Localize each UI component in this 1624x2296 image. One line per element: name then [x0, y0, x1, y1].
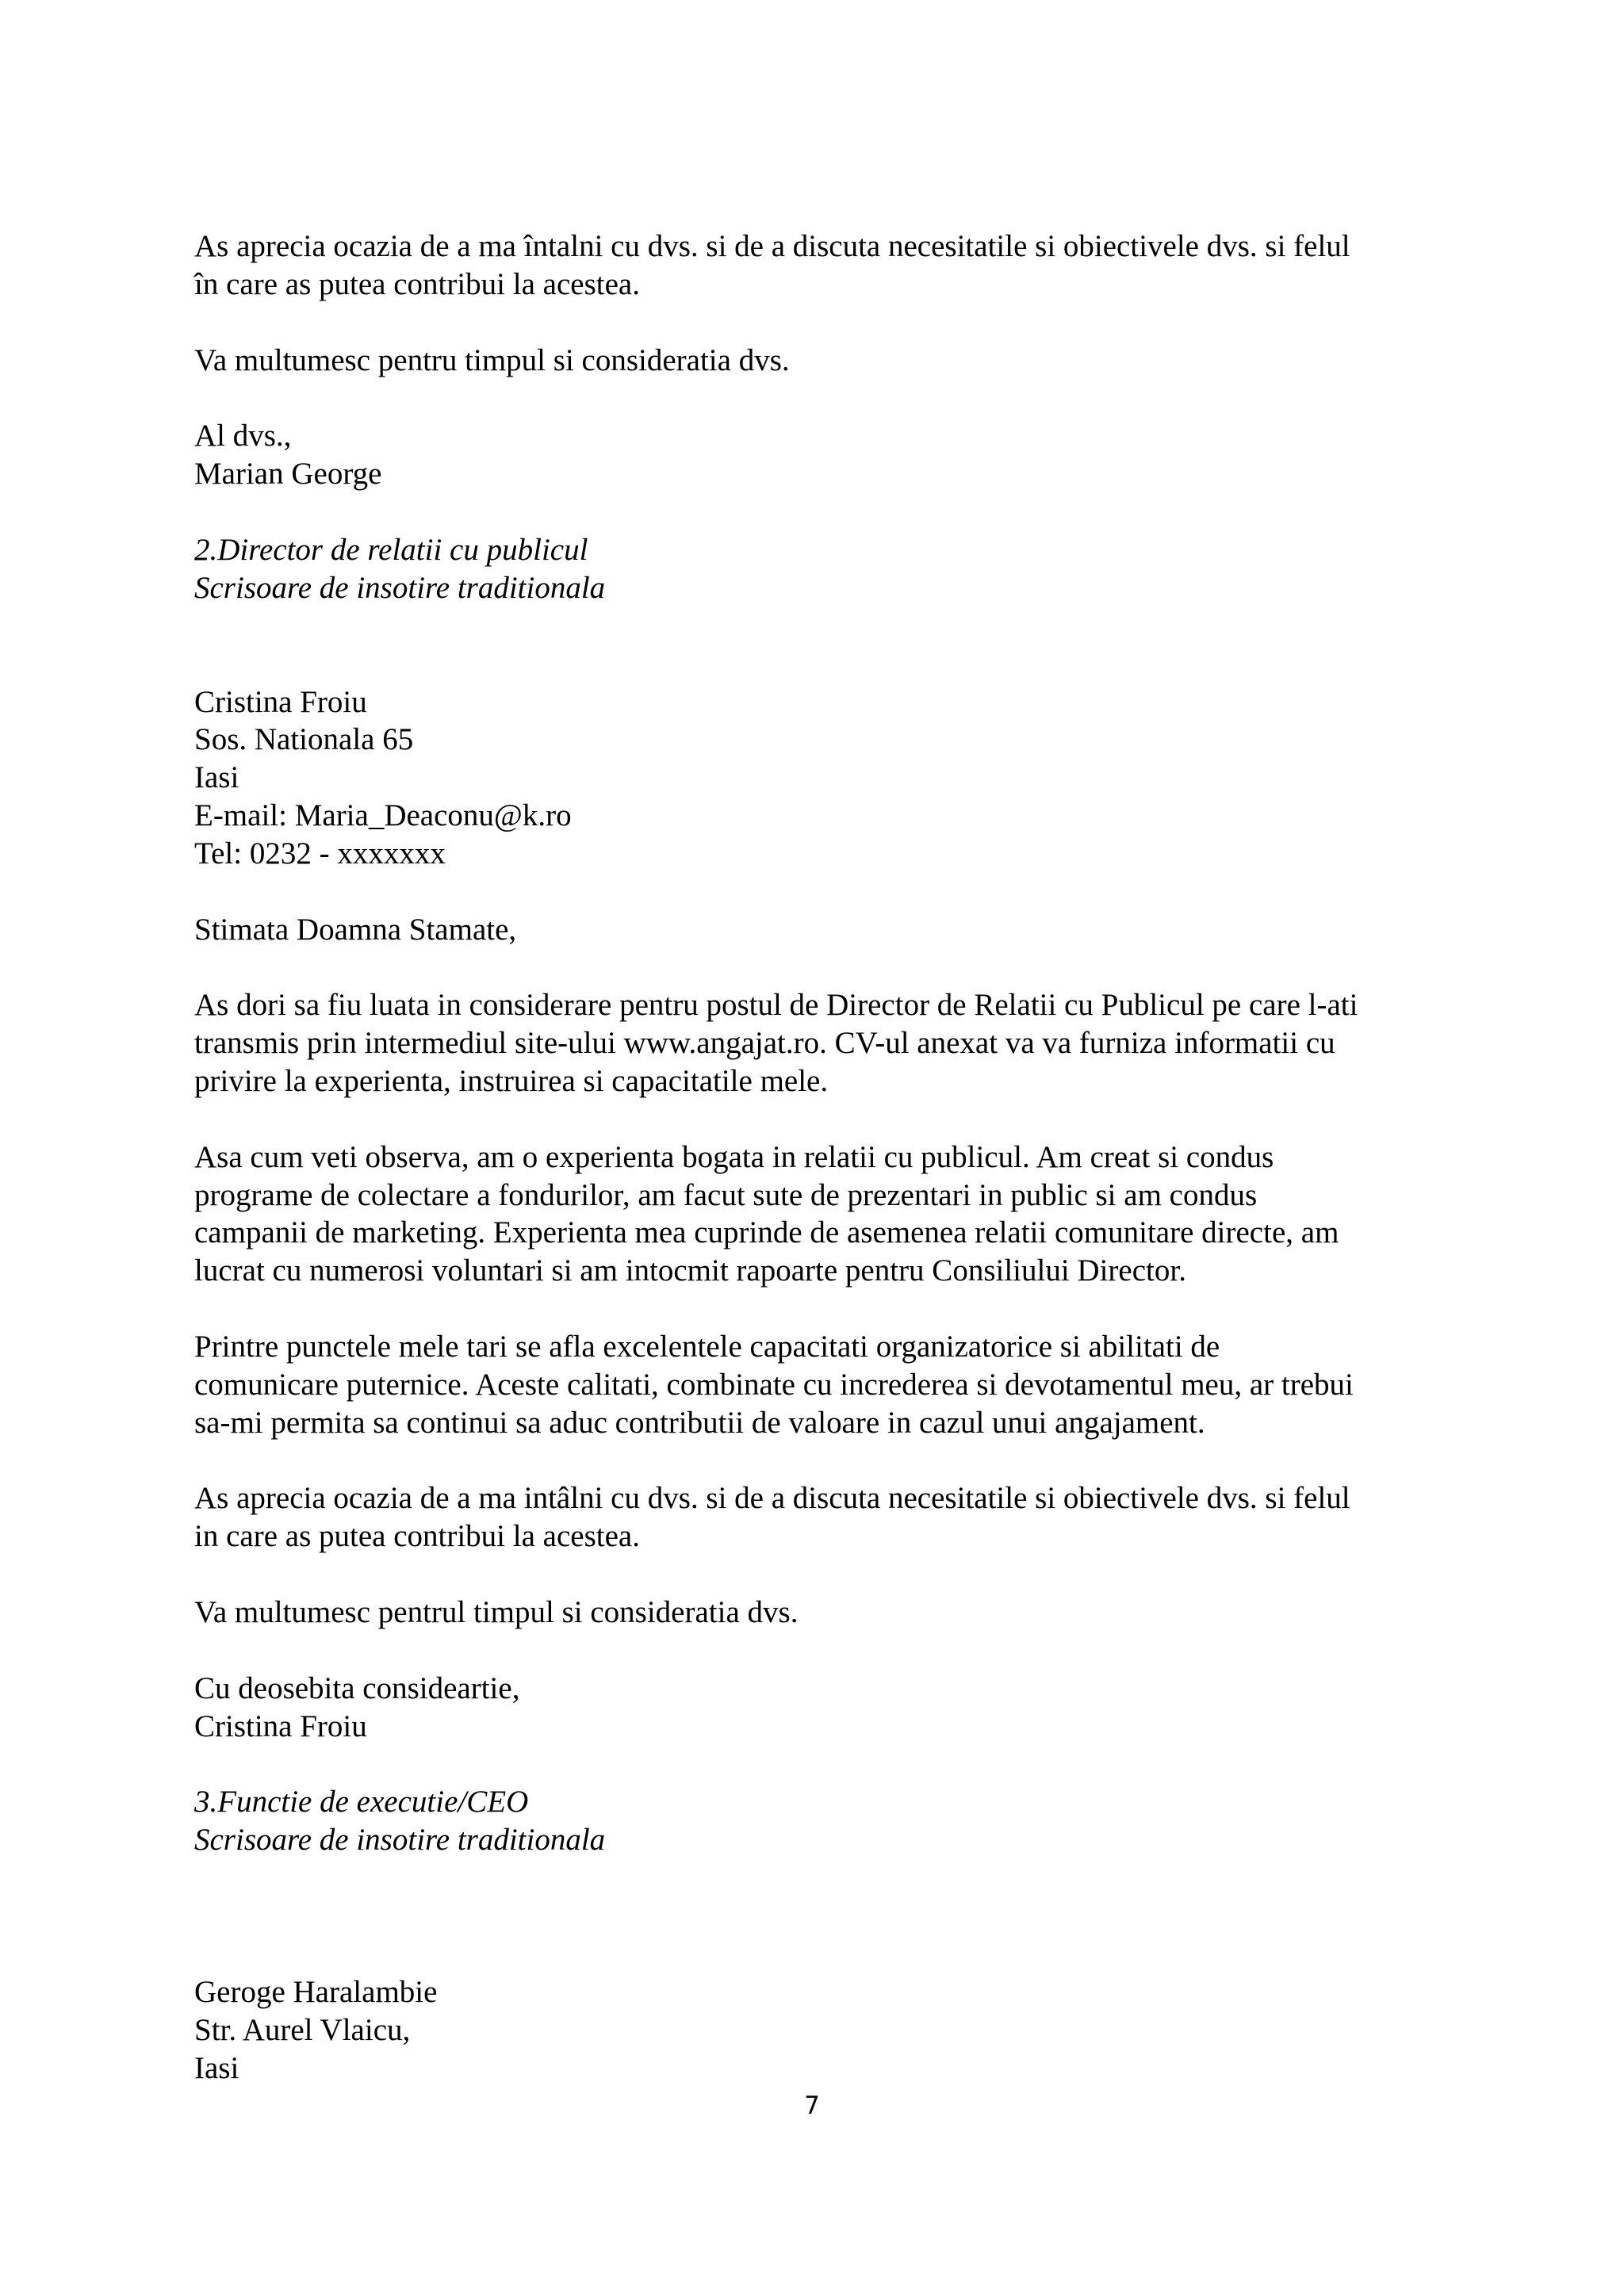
- text-line: Va multumesc pentrul timpul si consideratia dvs.: [194, 1594, 799, 1629]
- text-line: Asa cum veti observa, am o experienta bogata in relatii cu publicul. Am creat si condus: [194, 1139, 1274, 1174]
- letter3-sender-address: [194, 1973, 1447, 2087]
- text-line: Va multumesc pentru timpul si consideratia dvs.: [194, 342, 790, 377]
- sign-off: Cu deosebita consideartie,: [194, 1670, 520, 1705]
- section3-heading-block: [194, 1783, 1447, 1859]
- section-subheading: Scrisoare de insotire traditionala: [194, 1823, 606, 1858]
- text-line: As dori sa fiu luata in considerare pentru postul de Director de Relatii cu Publicul pe care l-ati: [194, 988, 1358, 1023]
- sender-email: E-mail: Maria_Deaconu@k.ro: [194, 798, 572, 832]
- text-line: privire la experienta, instruirea si capacitatile mele.: [194, 1063, 829, 1098]
- text-line: in care as putea contribui la acestea.: [194, 1519, 640, 1554]
- sender-street: Sos. Nationala 65: [194, 722, 414, 757]
- text-line: în care as putea contribui la acestea.: [194, 266, 640, 301]
- sender-phone: Tel: 0232 - xxxxxxx: [194, 836, 446, 871]
- text-line: campanii de marketing. Experienta mea cuprinde de asemenea relatii comunitare directe, am: [194, 1215, 1339, 1250]
- sender-city: Iasi: [194, 2050, 239, 2085]
- letter2-sender-address: [194, 683, 1447, 873]
- text-line: As aprecia ocazia de a ma intâlni cu dvs. si de a discuta necesitatile si obiectivele dvs. si felul: [194, 1481, 1350, 1516]
- text-line: As aprecia ocazia de a ma întalni cu dvs. si de a discuta necesitatile si obiectivele dvs. si felul: [194, 229, 1350, 263]
- text-line: lucrat cu numerosi voluntari si am intocmit rapoarte pentru Consiliului Director.: [194, 1253, 1186, 1288]
- letter2-signoff-block: [194, 1670, 1447, 1746]
- section-heading: 3.Functie de executie/CEO: [194, 1785, 529, 1820]
- sender-name: Geroge Haralambie: [194, 1974, 438, 2009]
- sender-street: Str. Aurel Vlaicu,: [194, 2012, 411, 2047]
- text-line: programe de colectare a fondurilor, am facut sute de prezentari in public si am condus: [194, 1177, 1258, 1212]
- text-line: Printre punctele mele tari se afla excelentele capacitati organizatorice si abilitati de: [194, 1329, 1220, 1364]
- letter1-signoff-block: [194, 417, 1447, 493]
- letter2-paragraph: [194, 1328, 1447, 1441]
- letter2-thanks: [194, 1594, 1447, 1632]
- sign-off: Al dvs.,: [194, 419, 292, 453]
- letter2-paragraph: [194, 986, 1447, 1100]
- sender-name: Cristina Froiu: [194, 684, 367, 719]
- letter2-paragraph: [194, 1479, 1447, 1556]
- page-number: 7: [804, 2091, 820, 2120]
- text-line: comunicare puternice. Aceste calitati, combinate cu increderea si devotamentul meu, ar trebui: [194, 1367, 1354, 1402]
- text-line: transmis prin intermediul site-ului www.angajat.ro. CV-ul anexat va va furniza informatii cu: [194, 1026, 1335, 1061]
- salutation: Stimata Doamna Stamate,: [194, 912, 517, 947]
- page-content: [194, 228, 1447, 2087]
- letter2-paragraph: [194, 1138, 1447, 1290]
- section-heading: 2.Director de relatii cu publicul: [194, 532, 588, 567]
- text-line: sa-mi permita sa continui sa aduc contributii de valoare in cazul unui angajament.: [194, 1405, 1205, 1440]
- signature: Marian George: [194, 457, 382, 492]
- letter1-thanks: [194, 342, 1447, 380]
- letter2-salutation: [194, 911, 1447, 949]
- section2-heading-block: [194, 531, 1447, 607]
- section-subheading: Scrisoare de insotire traditionala: [194, 570, 606, 605]
- letter1-meeting-paragraph: [194, 228, 1447, 304]
- sender-city: Iasi: [194, 760, 239, 795]
- signature: Cristina Froiu: [194, 1709, 367, 1743]
